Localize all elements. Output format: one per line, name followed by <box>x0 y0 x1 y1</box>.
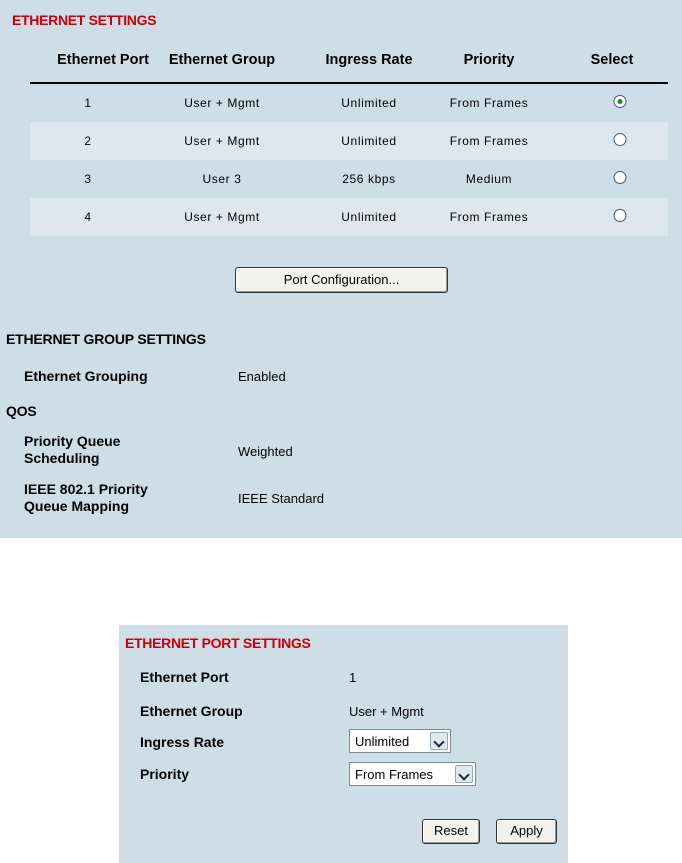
radio-selected-icon[interactable] <box>614 95 627 108</box>
cell-port: 3 <box>84 172 92 186</box>
ingress-rate-selected: Unlimited <box>355 734 410 749</box>
cell-group: User + Mgmt <box>184 134 260 148</box>
cell-priority: From Frames <box>449 96 529 110</box>
cell-group: User + Mgmt <box>184 96 260 110</box>
apply-button[interactable]: Apply <box>496 819 557 844</box>
priority-queue-scheduling-value: Weighted <box>238 444 293 459</box>
radio-unselected-icon[interactable] <box>614 133 627 146</box>
cell-port: 4 <box>84 210 92 224</box>
cell-ingress: 256 kbps <box>342 172 396 186</box>
col-priority: Priority <box>463 52 515 68</box>
ethernet-group-label: Ethernet Group <box>140 703 243 719</box>
cell-group: User 3 <box>202 172 242 186</box>
ethernet-group-value: User + Mgmt <box>349 704 424 719</box>
ethernet-port-label: Ethernet Port <box>140 669 229 685</box>
radio-unselected-icon[interactable] <box>614 171 627 184</box>
priority-label: Priority <box>140 766 190 782</box>
ethernet-port-settings-title: ETHERNET PORT SETTINGS <box>125 635 311 651</box>
port-configuration-button[interactable]: Port Configuration... <box>235 267 448 293</box>
cell-priority: From Frames <box>449 134 529 148</box>
table-header <box>30 44 668 84</box>
ieee-queue-mapping-value: IEEE Standard <box>238 491 324 506</box>
col-select: Select <box>590 52 634 68</box>
table-row <box>30 198 668 236</box>
ethernet-settings-title: ETHERNET SETTINGS <box>12 12 157 28</box>
reset-button[interactable]: Reset <box>422 819 480 844</box>
radio-unselected-icon[interactable] <box>614 209 627 222</box>
table-row <box>30 84 668 122</box>
ingress-rate-select[interactable] <box>349 729 451 753</box>
ingress-rate-label: Ingress Rate <box>140 734 225 750</box>
table-row <box>30 122 668 160</box>
col-ingress-rate: Ingress Rate <box>325 52 413 68</box>
ethernet-grouping-label: Ethernet Grouping <box>24 368 148 384</box>
ieee-queue-mapping-label <box>24 481 148 515</box>
ethernet-grouping-value: Enabled <box>238 369 286 384</box>
ethernet-group-settings-title: ETHERNET GROUP SETTINGS <box>6 331 206 347</box>
table-row <box>30 160 668 198</box>
ethernet-port-settings-panel <box>119 625 568 863</box>
label-line: Queue Mapping <box>24 498 129 514</box>
cell-priority: From Frames <box>449 210 529 224</box>
priority-select[interactable] <box>349 762 476 786</box>
label-line: Priority Queue <box>24 433 121 449</box>
dropdown-arrow-icon[interactable] <box>430 732 448 750</box>
col-ethernet-group: Ethernet Group <box>168 52 276 68</box>
priority-queue-scheduling-label <box>24 433 120 467</box>
cell-ingress: Unlimited <box>341 134 397 148</box>
cell-ingress: Unlimited <box>341 96 397 110</box>
col-ethernet-port: Ethernet Port <box>57 52 149 68</box>
priority-selected: From Frames <box>355 767 433 782</box>
dropdown-arrow-icon[interactable] <box>455 765 473 783</box>
label-line: IEEE 802.1 Priority <box>24 481 148 497</box>
qos-title: QOS <box>6 403 37 419</box>
cell-port: 1 <box>84 96 92 110</box>
ethernet-ports-table <box>30 44 668 236</box>
cell-priority: Medium <box>465 172 513 186</box>
ethernet-port-value: 1 <box>349 670 357 685</box>
cell-ingress: Unlimited <box>341 210 397 224</box>
label-line: Scheduling <box>24 450 100 466</box>
cell-group: User + Mgmt <box>184 210 260 224</box>
cell-port: 2 <box>84 134 92 148</box>
